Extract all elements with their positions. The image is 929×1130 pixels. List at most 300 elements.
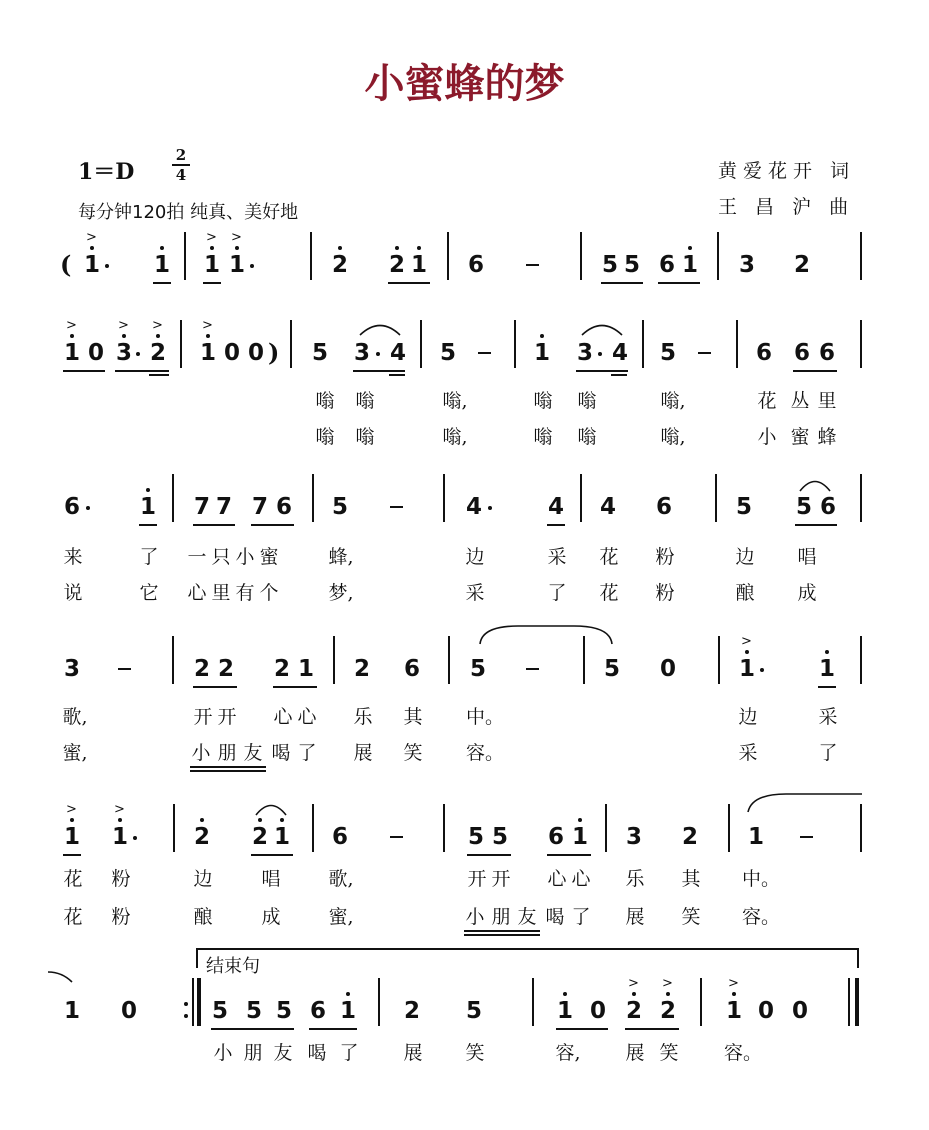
note: 3 > bbox=[115, 318, 132, 366]
lyric: 花 bbox=[63, 868, 83, 890]
note: 1 bbox=[63, 998, 80, 1024]
note: 2 bbox=[193, 656, 210, 682]
lyric: 心 bbox=[547, 868, 567, 890]
underline bbox=[611, 374, 627, 376]
barline bbox=[718, 636, 720, 684]
final-barline-thin bbox=[848, 978, 850, 1026]
note: 6 bbox=[309, 998, 326, 1024]
score-row-6 bbox=[0, 956, 929, 1091]
lyric: 嗡, bbox=[660, 390, 686, 412]
note: 1 > bbox=[111, 802, 128, 850]
lyric: 开 bbox=[193, 706, 213, 728]
note: 1 > bbox=[83, 230, 100, 278]
note: 5 bbox=[659, 340, 676, 366]
open-paren: ( bbox=[60, 250, 72, 279]
lyric: 梦, bbox=[328, 582, 354, 604]
barline bbox=[312, 474, 314, 522]
composer-credit: 王 昌 沪 曲 bbox=[718, 196, 855, 218]
underline bbox=[190, 766, 266, 768]
tie-slur bbox=[746, 792, 864, 814]
note: 3 bbox=[63, 656, 80, 682]
barline bbox=[443, 474, 445, 522]
note: 5 bbox=[331, 494, 348, 520]
lyric: 嗡 bbox=[577, 426, 597, 448]
tie-slur bbox=[580, 322, 624, 336]
duration-dot bbox=[376, 352, 380, 356]
dash bbox=[390, 836, 403, 838]
lyric: 笑 bbox=[659, 1042, 679, 1064]
time-signature bbox=[172, 147, 190, 183]
underline bbox=[464, 930, 540, 932]
lyric: 笑 bbox=[681, 906, 701, 928]
lyric: 边 bbox=[193, 868, 213, 890]
repeat-dot bbox=[184, 1002, 188, 1006]
barline bbox=[172, 636, 174, 684]
lyric: 酿 bbox=[193, 906, 213, 928]
lyric: 展 bbox=[403, 1042, 423, 1064]
lyric: 边 bbox=[738, 706, 758, 728]
barline bbox=[172, 474, 174, 522]
barline bbox=[580, 232, 582, 280]
note: 5 bbox=[491, 824, 508, 850]
lyric: 心 bbox=[297, 706, 317, 728]
tie-slur bbox=[358, 322, 402, 336]
note: 1 > bbox=[738, 634, 755, 682]
time-signature-bottom: 4 bbox=[175, 165, 187, 184]
underline bbox=[547, 854, 591, 856]
note: 0 bbox=[223, 340, 240, 366]
duration-dot bbox=[86, 506, 90, 510]
lyric: 蜂 bbox=[817, 426, 837, 448]
note: 0 bbox=[791, 998, 808, 1024]
barline bbox=[333, 636, 335, 684]
lyric: 友 bbox=[517, 906, 537, 928]
lyric: 笑 bbox=[465, 1042, 485, 1064]
barline bbox=[310, 232, 312, 280]
lyric: 成 bbox=[261, 906, 281, 928]
lyric: 开 bbox=[217, 706, 237, 728]
lyric: 花 bbox=[63, 906, 83, 928]
lyric: 心 bbox=[571, 868, 591, 890]
lyric: 开 bbox=[467, 868, 487, 890]
note: 4 bbox=[599, 494, 616, 520]
lyric: 乐 bbox=[353, 706, 373, 728]
lyric: 边 bbox=[735, 546, 755, 568]
note: 5 bbox=[735, 494, 752, 520]
underline bbox=[793, 370, 837, 372]
note: 1 bbox=[270, 822, 294, 852]
note: 7 bbox=[193, 494, 210, 520]
barline bbox=[448, 636, 450, 684]
underline bbox=[818, 686, 836, 688]
tempo-marking: 每分钟120拍 纯真、美好地 bbox=[78, 202, 299, 223]
note: 5 bbox=[603, 656, 620, 682]
underline bbox=[467, 854, 511, 856]
lyric: 蜜 bbox=[790, 426, 810, 448]
lyric: 喝 bbox=[271, 742, 291, 764]
note: 3 bbox=[738, 252, 755, 278]
dash bbox=[478, 352, 491, 354]
barline bbox=[290, 320, 292, 368]
barline bbox=[700, 978, 702, 1026]
lyric: 一 bbox=[187, 546, 207, 568]
score-row-2 bbox=[0, 318, 929, 448]
lyric: 边 bbox=[465, 546, 485, 568]
lyric: 容。 bbox=[466, 742, 505, 764]
barline bbox=[860, 804, 862, 852]
underline bbox=[251, 524, 294, 526]
lyric: 采 bbox=[547, 546, 567, 568]
lyric: 容。 bbox=[742, 906, 781, 928]
lyric: 粉 bbox=[655, 582, 675, 604]
note: 1 > bbox=[228, 230, 245, 278]
note: 1 bbox=[136, 492, 160, 522]
lyric: 喝 bbox=[307, 1042, 327, 1064]
lyric: 成 bbox=[797, 582, 817, 604]
lyric: 小 bbox=[213, 1042, 233, 1064]
note: 6 bbox=[755, 340, 772, 366]
lyric: 个 bbox=[259, 582, 279, 604]
lyric: 歌, bbox=[62, 706, 88, 728]
lyric: 粉 bbox=[111, 868, 131, 890]
lyric: 花 bbox=[599, 546, 619, 568]
lyric: 了 bbox=[571, 906, 591, 928]
lyric: 了 bbox=[297, 742, 317, 764]
note: 2 > bbox=[659, 976, 676, 1024]
note: 2 bbox=[385, 250, 409, 280]
lyric: 朋 bbox=[491, 906, 511, 928]
lyric: 其 bbox=[403, 706, 423, 728]
duration-dot bbox=[105, 264, 109, 268]
lyric: 心 bbox=[187, 582, 207, 604]
note: 2 bbox=[248, 822, 272, 852]
note: 6 bbox=[467, 252, 484, 278]
note: 2 bbox=[353, 656, 370, 682]
lyric: 嗡 bbox=[577, 390, 597, 412]
note: 0 bbox=[247, 340, 264, 366]
close-paren: ) bbox=[268, 338, 280, 367]
lyric: 展 bbox=[625, 1042, 645, 1064]
lyric: 采 bbox=[818, 706, 838, 728]
duration-dot bbox=[133, 836, 137, 840]
note: 5 bbox=[465, 998, 482, 1024]
lyric: 嗡, bbox=[442, 390, 468, 412]
duration-dot bbox=[760, 668, 764, 672]
lyric: 粉 bbox=[655, 546, 675, 568]
lyric: 蜜, bbox=[62, 742, 88, 764]
lyric: 了 bbox=[339, 1042, 359, 1064]
underline bbox=[625, 1028, 679, 1030]
tie-slur bbox=[798, 478, 832, 492]
underline bbox=[273, 686, 317, 688]
lyric: 中。 bbox=[742, 868, 781, 890]
note: 1 > bbox=[63, 318, 80, 366]
lyric: 嗡 bbox=[533, 426, 553, 448]
note: 7 bbox=[215, 494, 232, 520]
score-row-3 bbox=[0, 492, 929, 604]
note: 2 bbox=[328, 250, 352, 280]
lyric: 嗡 bbox=[533, 390, 553, 412]
dash bbox=[390, 506, 403, 508]
lyric: 嗡, bbox=[660, 426, 686, 448]
lyric: 嗡 bbox=[355, 390, 375, 412]
note: 2 bbox=[403, 998, 420, 1024]
note: 2 bbox=[273, 656, 290, 682]
underline bbox=[63, 854, 81, 856]
underline bbox=[251, 854, 293, 856]
score-row-5 bbox=[0, 802, 929, 928]
note: 1 bbox=[747, 824, 764, 850]
note: 5 bbox=[469, 656, 486, 682]
dash bbox=[698, 352, 711, 354]
barline bbox=[860, 320, 862, 368]
note: 4 bbox=[389, 340, 406, 366]
barline bbox=[184, 232, 186, 280]
lyric: 里 bbox=[211, 582, 231, 604]
lyric: 嗡 bbox=[315, 390, 335, 412]
lyric: 丛 bbox=[790, 390, 810, 412]
lyric: 容, bbox=[555, 1042, 581, 1064]
barline bbox=[420, 320, 422, 368]
note: 1 > bbox=[63, 802, 80, 850]
lyric: 了 bbox=[139, 546, 159, 568]
lyric: 粉 bbox=[111, 906, 131, 928]
note: 6 bbox=[275, 494, 292, 520]
barline bbox=[192, 978, 194, 1026]
note: 0 bbox=[87, 340, 104, 366]
note: 5 bbox=[601, 252, 618, 278]
lyric: 中。 bbox=[466, 706, 505, 728]
lyric: 展 bbox=[625, 906, 645, 928]
lyric: 开 bbox=[491, 868, 511, 890]
lyric: 花 bbox=[757, 390, 777, 412]
time-signature-top: 2 bbox=[175, 146, 187, 164]
dash bbox=[526, 264, 539, 266]
dash bbox=[526, 668, 539, 670]
coda-bracket bbox=[196, 948, 858, 950]
note: 0 bbox=[589, 998, 606, 1024]
lyric: 友 bbox=[243, 742, 263, 764]
coda-bracket-left bbox=[196, 948, 198, 968]
lyric: 说 bbox=[63, 582, 83, 604]
note: 2 > bbox=[149, 318, 166, 366]
lyric: 采 bbox=[738, 742, 758, 764]
lyric: 只 bbox=[211, 546, 231, 568]
note: 6 bbox=[331, 824, 348, 850]
note: 5 bbox=[311, 340, 328, 366]
note: 5 bbox=[467, 824, 484, 850]
lyric: 心 bbox=[273, 706, 293, 728]
lyric: 了 bbox=[547, 582, 567, 604]
lyric: 朋 bbox=[217, 742, 237, 764]
lyricist-credit: 黄爱花开 词 bbox=[718, 160, 856, 182]
lyric: 小 bbox=[235, 546, 255, 568]
underline bbox=[658, 282, 700, 284]
note: 5 bbox=[211, 998, 228, 1024]
underline bbox=[388, 282, 430, 284]
barline bbox=[514, 320, 516, 368]
note: 6 bbox=[403, 656, 420, 682]
note: 2 bbox=[217, 656, 234, 682]
note: 1 bbox=[678, 250, 702, 280]
lyric: 唱 bbox=[261, 868, 281, 890]
note: 1 bbox=[297, 656, 314, 682]
note: 4 bbox=[547, 494, 564, 520]
note: 1 > bbox=[725, 976, 742, 1024]
lyric: 里 bbox=[817, 390, 837, 412]
note: 6 bbox=[793, 340, 810, 366]
note: 6 bbox=[819, 494, 836, 520]
note: 5 bbox=[795, 494, 812, 520]
thick-barline bbox=[197, 978, 201, 1026]
barline bbox=[736, 320, 738, 368]
lyric: 友 bbox=[273, 1042, 293, 1064]
duration-dot bbox=[488, 506, 492, 510]
barline bbox=[715, 474, 717, 522]
key-signature: 1＝D bbox=[78, 159, 135, 185]
underline bbox=[309, 1028, 357, 1030]
note: 1 bbox=[568, 822, 592, 852]
note: 2 > bbox=[625, 976, 642, 1024]
coda-bracket-right bbox=[857, 948, 859, 968]
lyric: 了 bbox=[818, 742, 838, 764]
note: 1 bbox=[553, 996, 577, 1026]
score-row-1 bbox=[0, 230, 929, 345]
repeat-dot bbox=[184, 1014, 188, 1018]
note: 5 bbox=[439, 340, 456, 366]
lyric: 笑 bbox=[403, 742, 423, 764]
note: 2 bbox=[793, 252, 810, 278]
dash bbox=[800, 836, 813, 838]
note: 6 bbox=[658, 252, 675, 278]
song-title: 小蜜蜂的梦 bbox=[364, 60, 565, 107]
barline bbox=[860, 636, 862, 684]
underline bbox=[547, 524, 565, 526]
underline bbox=[149, 374, 169, 376]
lyric: 它 bbox=[139, 582, 159, 604]
barline bbox=[642, 320, 644, 368]
underline bbox=[190, 770, 266, 772]
coda-label: 结束句 bbox=[206, 956, 260, 977]
note: 4 bbox=[465, 494, 482, 520]
barline bbox=[860, 232, 862, 280]
note: 1 bbox=[407, 250, 431, 280]
note: 3 bbox=[353, 340, 370, 366]
underline bbox=[795, 524, 837, 526]
underline bbox=[153, 282, 171, 284]
underline bbox=[601, 282, 643, 284]
note: 6 bbox=[63, 494, 80, 520]
lyric: 唱 bbox=[797, 546, 817, 568]
lyric: 来 bbox=[63, 546, 83, 568]
lyric: 喝 bbox=[545, 906, 565, 928]
lyric: 蜜 bbox=[259, 546, 279, 568]
barline bbox=[580, 474, 582, 522]
duration-dot bbox=[136, 352, 140, 356]
lyric: 乐 bbox=[625, 868, 645, 890]
underline bbox=[63, 370, 105, 372]
barline bbox=[717, 232, 719, 280]
lyric: 容。 bbox=[724, 1042, 763, 1064]
note: 6 bbox=[655, 494, 672, 520]
underline bbox=[203, 282, 221, 284]
lyric: 小 bbox=[757, 426, 777, 448]
note: 2 bbox=[190, 822, 214, 852]
lyric: 展 bbox=[353, 742, 373, 764]
dash bbox=[118, 668, 131, 670]
note: 1 > bbox=[203, 230, 220, 278]
note: 3 bbox=[625, 824, 642, 850]
lyric: 蜂, bbox=[328, 546, 354, 568]
note: 0 bbox=[757, 998, 774, 1024]
underline bbox=[576, 370, 628, 372]
lyric: 其 bbox=[681, 868, 701, 890]
tie-slur bbox=[254, 802, 288, 816]
underline bbox=[193, 686, 237, 688]
tie-slur bbox=[48, 970, 74, 984]
underline bbox=[353, 370, 405, 372]
barline bbox=[583, 636, 585, 684]
barline bbox=[860, 474, 862, 522]
underline bbox=[389, 374, 405, 376]
note: 4 bbox=[611, 340, 628, 366]
lyric: 酿 bbox=[735, 582, 755, 604]
lyric: 采 bbox=[465, 582, 485, 604]
underline bbox=[139, 524, 157, 526]
lyric: 花 bbox=[599, 582, 619, 604]
note: 1 bbox=[815, 654, 839, 684]
note: 1 bbox=[150, 250, 174, 280]
barline bbox=[605, 804, 607, 852]
lyric: 小 bbox=[191, 742, 211, 764]
barline bbox=[173, 804, 175, 852]
note: 7 bbox=[251, 494, 268, 520]
note: 0 bbox=[120, 998, 137, 1024]
tie-slur bbox=[478, 624, 614, 646]
duration-dot bbox=[598, 352, 602, 356]
underline bbox=[464, 934, 540, 936]
barline bbox=[447, 232, 449, 280]
note: 3 bbox=[576, 340, 593, 366]
lyric: 嗡 bbox=[315, 426, 335, 448]
note: 5 bbox=[623, 252, 640, 278]
barline bbox=[532, 978, 534, 1026]
note: 6 bbox=[547, 824, 564, 850]
lyric: 蜜, bbox=[328, 906, 354, 928]
lyric: 嗡 bbox=[355, 426, 375, 448]
note: 6 bbox=[818, 340, 835, 366]
note: 5 bbox=[245, 998, 262, 1024]
final-barline-thick bbox=[855, 978, 859, 1026]
duration-dot bbox=[250, 264, 254, 268]
barline bbox=[312, 804, 314, 852]
note: 0 bbox=[659, 656, 676, 682]
underline bbox=[211, 1028, 294, 1030]
score-row-4 bbox=[0, 634, 929, 764]
underline bbox=[556, 1028, 608, 1030]
barline bbox=[443, 804, 445, 852]
lyric: 朋 bbox=[243, 1042, 263, 1064]
lyric: 嗡, bbox=[442, 426, 468, 448]
barline bbox=[180, 320, 182, 368]
lyric: 有 bbox=[235, 582, 255, 604]
barline bbox=[728, 804, 730, 852]
note: 5 bbox=[275, 998, 292, 1024]
lyric: 歌, bbox=[328, 868, 354, 890]
note: 1 bbox=[336, 996, 360, 1026]
underline bbox=[115, 370, 169, 372]
lyric: 小 bbox=[465, 906, 485, 928]
